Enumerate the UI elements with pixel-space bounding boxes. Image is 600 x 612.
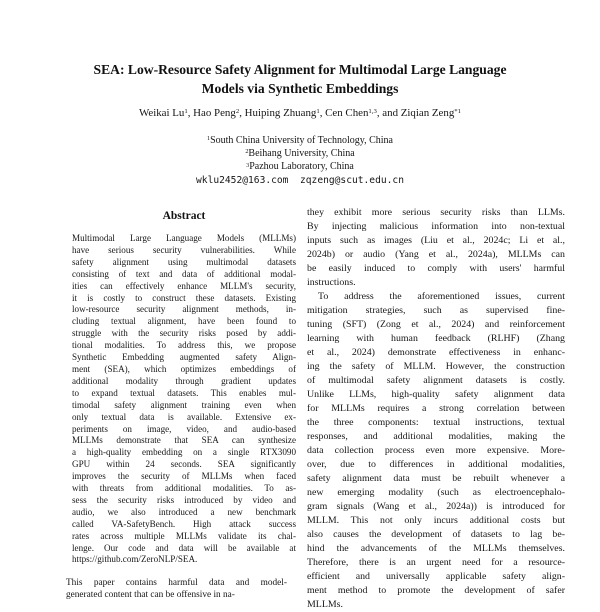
- text-line: called VA-SafetyBench. High attack success: [72, 518, 296, 529]
- text-line: MLLMs.: [307, 599, 343, 610]
- superscript-marker: 1: [207, 135, 211, 143]
- abstract-body: [72, 233, 296, 566]
- text-line: rates across multiple MLLMs validate its chal-: [72, 530, 296, 541]
- text-line: cluding textual alignment, have been found to: [72, 316, 296, 327]
- text-line: MLLMs demonstrate that SEA can synthesize: [72, 435, 296, 446]
- right-column: [307, 206, 565, 612]
- text-line: This paper contains harmful data and model-: [66, 578, 287, 589]
- text-line: 2024b) or audio (Yang et al., 2024a), MLLMs can: [307, 249, 565, 260]
- text-segment: Weikai Lu: [138, 107, 185, 119]
- text-line: improves the security of MLLMs when faced: [72, 471, 296, 482]
- text-line: tional modalities. To address this, we propose: [72, 340, 296, 351]
- text-line: tuning (SFT) (Zong et al., 2024) and reinforcement: [307, 319, 565, 330]
- text-line: generated content that can be offensive in na-: [66, 589, 235, 600]
- text-line: safety alignment data must be rebuilt whenever a: [307, 473, 565, 484]
- text-line: over, due to differences in additional modalities,: [307, 459, 565, 470]
- text-line: mitigation strategies, such as supervised fine-: [307, 305, 565, 316]
- text-line: ment method to promote the development of safer: [307, 585, 565, 596]
- text-segment: , and Ziqian Zeng: [376, 107, 455, 119]
- text-line: struggle with the security risks posed by addi-: [72, 328, 296, 339]
- text-line: the three components: textual instructions, textual: [307, 417, 565, 428]
- text-line: new emerging modality (such as electroencephalo-: [307, 487, 565, 498]
- text-line: sess the security risks introduced by video and: [72, 494, 296, 505]
- text-segment: , Huiping Zhuang: [239, 107, 317, 119]
- paper-title: [0, 60, 600, 98]
- text-line: periments on image, video, and audio-based: [72, 423, 296, 434]
- text-line: audio, we also introduced a new benchmark: [72, 506, 296, 517]
- superscript-marker: 1: [316, 107, 320, 115]
- text-line: learning with human feedback (RLHF) (Zhang: [307, 333, 565, 344]
- text-line: be easily induced to comply with users' harmful: [307, 263, 565, 274]
- text-line: safety alignment using multimodal datasets: [72, 256, 296, 267]
- text-line: responses, and additional modalities, making the: [307, 431, 565, 442]
- text-line: Multimodal Large Language Models (MLLMs): [72, 233, 296, 243]
- text-line: gram signals (Wang et al., 2024a)) is introduced for: [307, 501, 565, 512]
- text-line: ities can effectively enhance MLLM's security,: [72, 280, 296, 291]
- text-line: with threats from additional modalities. To as-: [72, 483, 296, 494]
- text-line: timodal safety alignment training even when: [72, 399, 296, 410]
- text-line: data collection process even more expensive. More-: [307, 445, 565, 456]
- author-emails: wklu2452@163.com zqzeng@scut.edu.cn: [196, 175, 404, 186]
- text-line: to expand textual datasets. This enables mul-: [72, 387, 296, 398]
- intro-paragraph-1: [307, 206, 565, 290]
- text-line: additional modality through gradient updates: [72, 375, 296, 386]
- text-line: a high-quality embedding on a single RTX3090: [72, 447, 296, 458]
- text-line: ing the safety of MLLM. However, the construction: [307, 361, 565, 372]
- superscript-marker: 1: [184, 107, 188, 115]
- author-line: [0, 107, 600, 119]
- content-warning-note: [66, 578, 287, 601]
- text-segment: Pazhou Laboratory, China: [249, 161, 354, 173]
- text-segment: , Hao Peng: [187, 107, 236, 119]
- affiliation-1: [0, 134, 600, 147]
- text-segment: , Cen Chen: [319, 107, 369, 119]
- text-line: Synthetic Embedding augmented safety Align-: [72, 352, 296, 363]
- text-line: low-resource security alignment methods, in-: [72, 304, 296, 315]
- affiliation-2: [0, 147, 600, 160]
- text-segment: South China University of Technology, China: [210, 135, 393, 146]
- text-line: inputs such as images (Liu et al., 2024c; Li et al.,: [307, 235, 565, 246]
- text-line: also causes the development of datasets to lag be-: [307, 529, 565, 540]
- text-line: lenge. Our code and data will be available at: [72, 542, 296, 553]
- text-line: have serious security vulnerabilities. While: [72, 244, 296, 255]
- text-line: of multimodal safety alignment datasets is costly.: [307, 375, 565, 386]
- left-column: [36, 209, 296, 602]
- superscript-marker: 2: [235, 107, 240, 115]
- text-line: Unlike LLMs, high-quality safety alignment data: [307, 389, 565, 400]
- intro-paragraph-2: [307, 290, 565, 612]
- text-line: they exhibit more serious security risks than LLMs.: [307, 207, 565, 218]
- affiliations: [0, 134, 600, 174]
- text-line: it is costly to construct these datasets. Existing: [72, 292, 296, 303]
- text-line: GPU within 24 seconds. SEA significantly: [72, 459, 296, 470]
- superscript-marker: *1: [454, 107, 462, 115]
- superscript-marker: 2: [245, 148, 249, 156]
- text-line: hind the advancements of the MLLMs themselves.: [307, 543, 565, 554]
- text-line: only textual data is available. Extensive ex-: [72, 411, 296, 422]
- text-segment: Beihang University, China: [248, 148, 355, 160]
- text-line: By injecting malicious information into non-textual: [307, 221, 565, 232]
- text-line: et al., 2024) demonstrate effectiveness in enhanc-: [307, 347, 565, 358]
- text-line: https://github.com/ZeroNLP/SEA.: [72, 554, 198, 565]
- superscript-marker: 3: [246, 161, 250, 169]
- paper-title-line-1: SEA: Low-Resource Safety Alignment for Multimodal Large Language: [93, 62, 507, 77]
- text-line: consisting of text and data of additional modal-: [72, 268, 296, 279]
- text-line: instructions.: [307, 277, 356, 288]
- text-line: MLLM. This not only incurs additional costs but: [307, 515, 565, 526]
- affiliation-3: [0, 160, 600, 173]
- abstract-heading: Abstract: [162, 210, 206, 222]
- text-line: To address the aforementioned issues, current: [318, 291, 565, 302]
- paper-title-line-2: Models via Synthetic Embeddings: [201, 81, 399, 96]
- text-line: efficient and universally applicable safety align-: [307, 571, 565, 582]
- superscript-marker: 1,3: [368, 107, 377, 115]
- text-line: Therefore, there is an urgent need for a resource-: [307, 557, 565, 568]
- text-line: for MLLMs requires a strong correlation between: [307, 403, 565, 414]
- text-line: ment (SEA), which optimizes embeddings of: [72, 363, 296, 374]
